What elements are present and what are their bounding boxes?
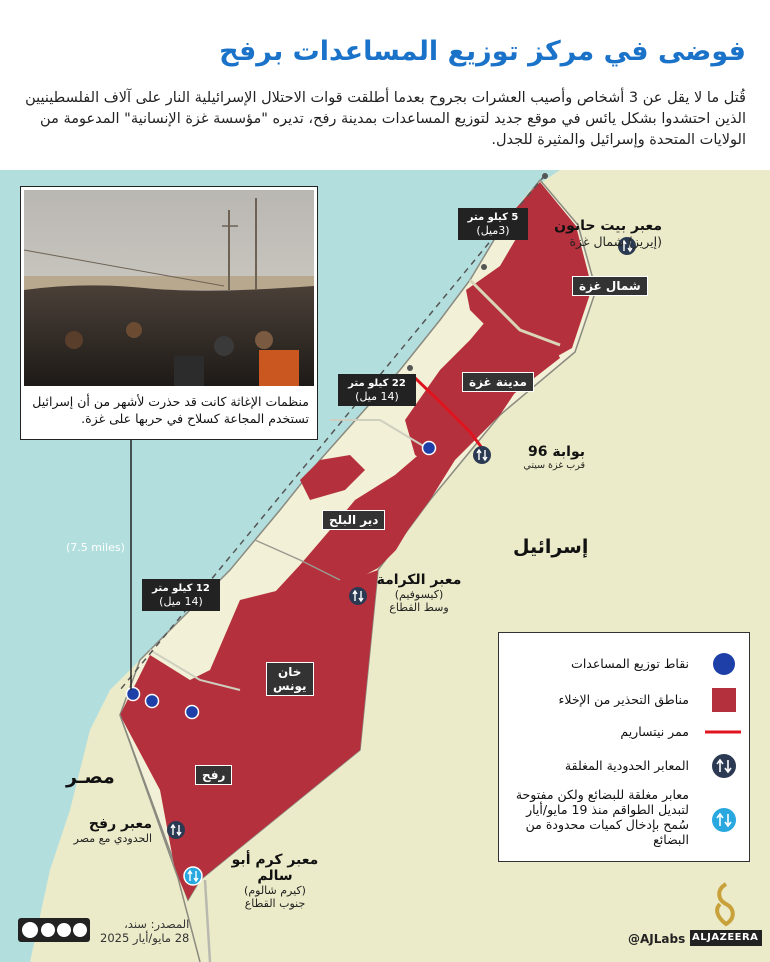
photo-card [20, 186, 318, 440]
distance-22km-line1: 22 كيلو متر [348, 378, 406, 389]
distance-5km-line1: 5 كيلو متر [467, 212, 519, 223]
distance-miles-label: (7.5 miles) [66, 541, 125, 554]
dist-tick [481, 264, 487, 270]
aid-point [423, 442, 436, 455]
legend-closed-crossings [499, 751, 749, 781]
creative-commons-icon [18, 918, 90, 942]
legend-evac-zones [499, 685, 749, 715]
closed-crossing-legend-icon [711, 753, 737, 779]
distance-22km-line2: (14 ميل) [355, 390, 399, 403]
karama-name: معبر الكرامة [376, 572, 462, 588]
distance-5km [458, 208, 528, 240]
kerem-sub2: جنوب القطاع [244, 897, 306, 910]
region-deir-al-balah: دير البلح [322, 510, 385, 530]
distance-22km [338, 374, 416, 406]
legend-aid-points [499, 649, 749, 679]
closed-crossing-icon [167, 821, 185, 839]
aljazeera-wordmark: ALJAZEERA [692, 932, 759, 943]
distance-12km-line1: 12 كيلو متر [152, 583, 210, 594]
region-north-gaza: شمال غزة [572, 276, 648, 296]
closed-crossing-icon [349, 587, 367, 605]
legend-partial-crossings [499, 787, 749, 857]
khan-younis-line2: يونس [273, 679, 307, 693]
beit-hanoun-name: معبر بيت حانون [554, 218, 662, 234]
aid-point [186, 706, 199, 719]
dist-tick [542, 173, 548, 179]
aid-point-icon [711, 651, 737, 677]
legend-closed-crossings-label: المعابر الحدودية المغلقة [564, 758, 689, 773]
kerem-sub1: (كيرم شالوم) [244, 884, 306, 897]
distance-12km-line2: (14 ميل) [159, 595, 203, 608]
kerem-name: معبر كرم أبو سالم [231, 852, 319, 884]
karama-sub2: وسط القطاع [389, 601, 449, 614]
rafah-crossing-name: معبر رفح [88, 816, 152, 832]
crowd-photo [24, 190, 314, 386]
gate96-name: بوابة 96 [528, 444, 585, 460]
dist-tick [407, 365, 413, 371]
label-gate-96 [495, 444, 585, 471]
label-karama [374, 572, 464, 614]
khan-younis-line1: خان [278, 665, 302, 679]
region-rafah: رفح [195, 765, 232, 785]
source-line1: المصدر: سند، [124, 917, 190, 931]
distance-12km [142, 579, 220, 611]
karama-sub1: (كيسوفيم) [394, 588, 444, 601]
evac-zone-swatch-icon [711, 687, 737, 713]
legend-aid-points-label: نقاط توزيع المساعدات [571, 656, 689, 671]
distance-5km-line2: (3ميل) [476, 224, 510, 237]
label-beit-hanoun [522, 218, 662, 249]
rafah-crossing-sub: الحدودي مع مصر [73, 832, 152, 845]
netzarim-line-icon [705, 727, 741, 737]
label-egypt: مصـر [66, 766, 115, 788]
aid-point [146, 695, 159, 708]
legend [498, 632, 750, 862]
ajlabs-handle: @AJLabs [628, 932, 686, 946]
label-israel: إسرائيل [513, 536, 589, 558]
intro-paragraph: قُتل ما لا يقل عن 3 أشخاص وأصيب العشرات بجروح بعدما أطلقت قوات الاحتلال الإسرائيلية النار على آلاف الفلسطينيين الذين احتشدوا بشكل يائس في موقع جديد لتوزيع المساعدات بمدينة رفح، تديره "مؤسسة غزة الإنسانية" المدعومة من الولايات المتحدة وإسرائيل والمثيرة للجدل. [25, 90, 746, 148]
legend-netzarim [499, 719, 749, 749]
partial-crossing-icon [184, 867, 202, 885]
closed-crossing-icon [473, 446, 491, 464]
partial-crossing-legend-icon [711, 807, 737, 833]
region-gaza-city: مدينة غزة [462, 372, 534, 392]
aid-point [127, 688, 140, 701]
label-rafah-crossing [56, 816, 152, 845]
source-note [100, 917, 189, 945]
region-khan-younis [266, 662, 314, 696]
photo-caption: منظمات الإغاثة كانت قد حذرت لأشهر من أن إسرائيل تستخدم المجاعة كسلاح في حربها على غزة. [32, 394, 309, 426]
gate96-sub: قرب غزة سيتي [523, 460, 585, 471]
beit-hanoun-sub: (إيريز) شمال غزة [569, 234, 662, 249]
legend-evac-zones-label: مناطق التحذير من الإخلاء [558, 692, 689, 707]
label-kerem-shalom [215, 852, 335, 910]
legend-partial-crossings-label: معابر مغلقة للبضائع ولكن مفتوحة لتبديل الطواقم منذ 19 مايو/أيار سُمح بإدخال كميات محدودة من البضائع [515, 787, 689, 847]
legend-netzarim-label: ممر نيتساريم [620, 724, 689, 739]
source-line2: 28 مايو/أيار 2025 [100, 931, 190, 945]
page-title: فوضى في مركز توزيع المساعدات برفح [219, 36, 746, 67]
